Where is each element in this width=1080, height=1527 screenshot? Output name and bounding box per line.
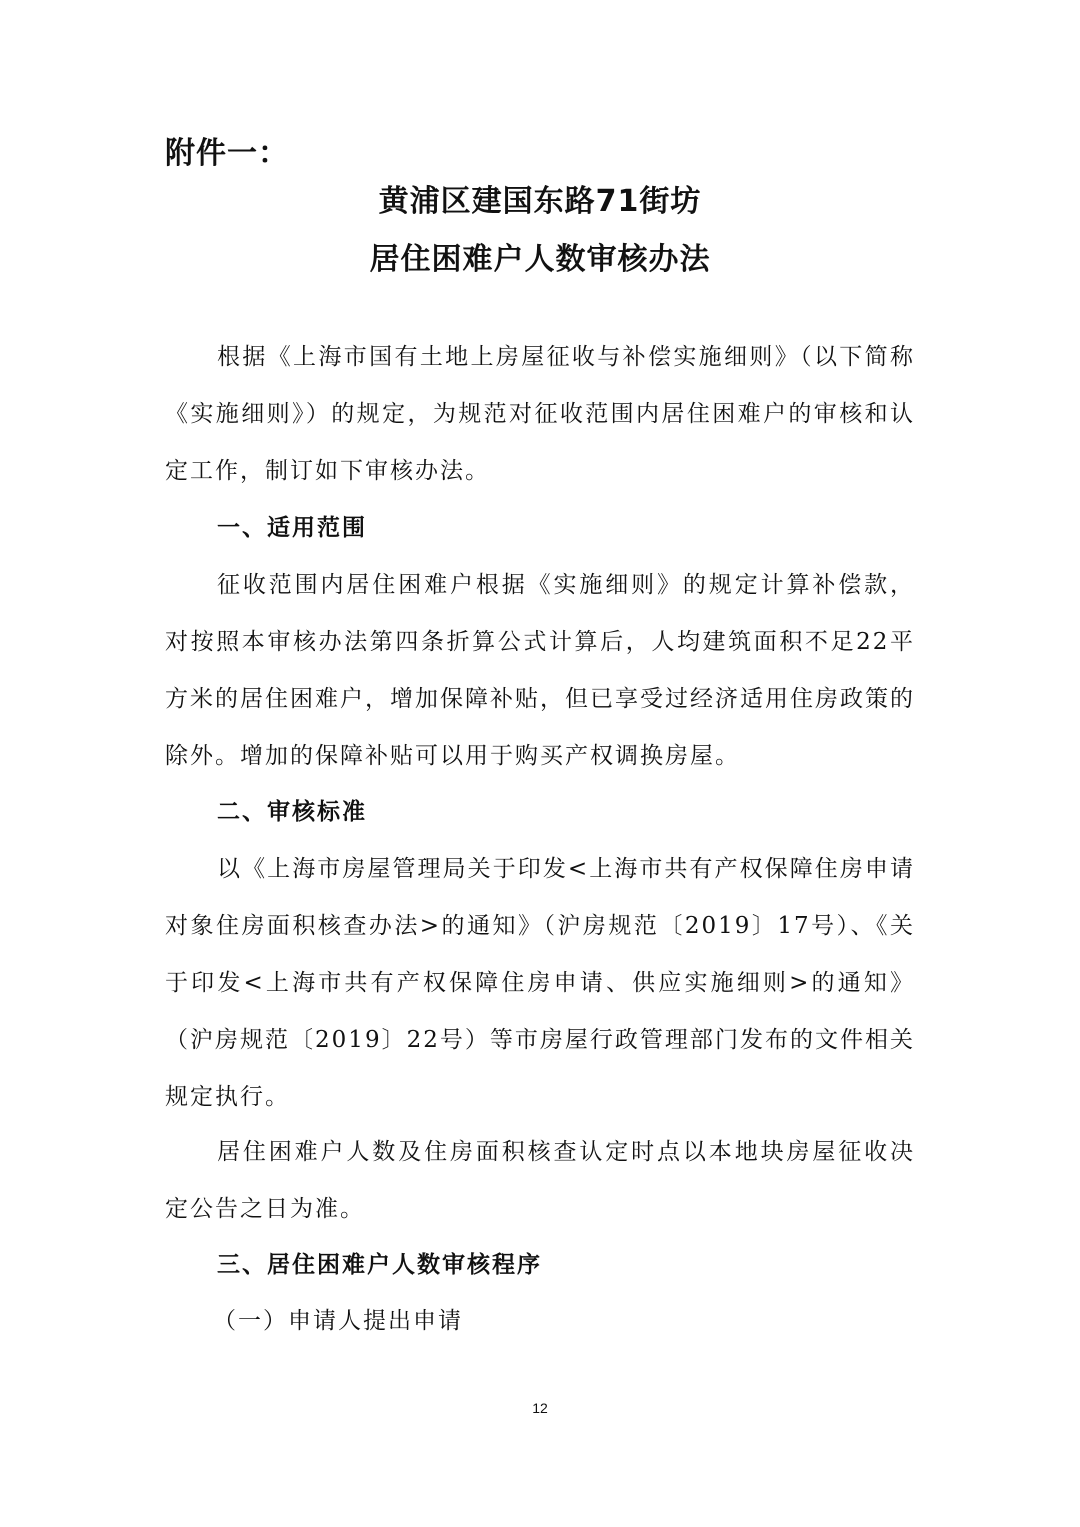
section2-paragraph2: 居住困难户人数及住房面积核查认定时点以本地块房屋征收决定公告之日为准。 bbox=[165, 1139, 915, 1222]
section2-heading: 二、审核标准 bbox=[217, 799, 367, 825]
section3-heading: 三、居住困难户人数审核程序 bbox=[217, 1252, 542, 1278]
page-number: 12 bbox=[532, 1400, 548, 1416]
attachment-label: 附件一： bbox=[165, 136, 289, 171]
section2-paragraph1: 以《上海市房屋管理局关于印发<上海市共有产权保障住房申请对象住房面积核查办法>的通知》（沪房规范〔2019〕17号）、《关于印发<上海市共有产权保障住房申请、供应实施细则>的通知》（沪房规范〔2019〕22号）等市房屋行政管理部门发布的文件相关规定执行。 bbox=[165, 856, 915, 1110]
section1-heading: 一、适用范围 bbox=[217, 515, 367, 541]
intro-paragraph: 根据《上海市国有土地上房屋征收与补偿实施细则》（以下简称《实施细则》）的规定，为规范对征收范围内居住困难户的审核和认定工作，制订如下审核办法。 bbox=[165, 344, 915, 484]
section1-paragraph: 征收范围内居住困难户根据《实施细则》的规定计算补偿款，对按照本审核办法第四条折算公式计算后，人均建筑面积不足22平方米的居住困难户，增加保障补贴，但已享受过经济适用住房政策的除外。增加的保障补贴可以用于购买产权调换房屋。 bbox=[165, 572, 915, 769]
document-title-line2: 居住困难户人数审核办法 bbox=[369, 242, 711, 277]
section3-subheading1: （一）申请人提出申请 bbox=[213, 1308, 463, 1334]
document-title-line1: 黄浦区建国东路71街坊 bbox=[378, 184, 702, 219]
